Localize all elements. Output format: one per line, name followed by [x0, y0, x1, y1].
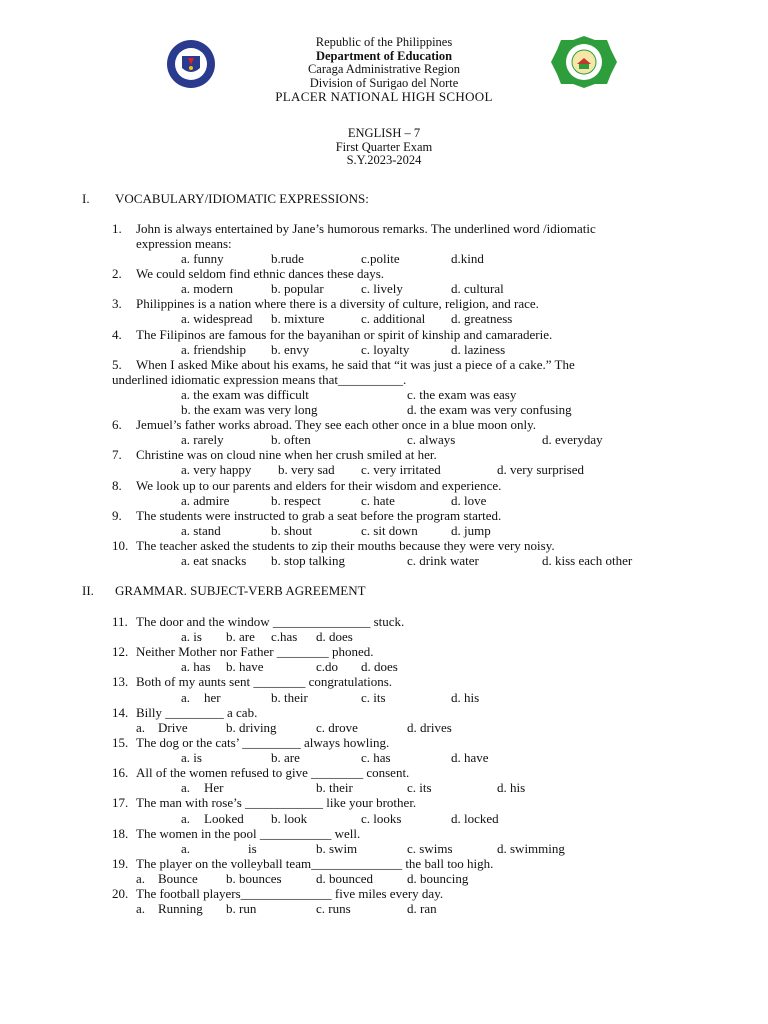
question-number: 18.: [112, 826, 129, 841]
option: b. have: [226, 659, 264, 674]
question-5-continued: underlined idiomatic expression means that__________.: [112, 372, 407, 387]
option: c. very irritated: [361, 462, 441, 477]
option: c.has: [271, 629, 298, 644]
option: c. looks: [361, 811, 402, 826]
option: c.polite: [361, 251, 400, 266]
question-number: 2.: [112, 266, 122, 281]
option: c. lively: [361, 281, 403, 296]
header-division: Division of Surigao del Norte: [309, 75, 459, 90]
option: b. popular: [271, 281, 324, 296]
option: Running: [158, 901, 203, 916]
option: d. bounced: [316, 871, 374, 886]
question-10: [112, 538, 555, 554]
question-number: 3.: [112, 296, 122, 311]
option: b. stop talking: [271, 553, 346, 568]
option: d. his: [497, 780, 526, 795]
option: b. envy: [271, 342, 310, 357]
option: Her: [204, 780, 224, 795]
option: c. loyalty: [361, 342, 410, 357]
option: a. widespread: [181, 311, 253, 326]
question-17: [112, 795, 416, 811]
option: d. locked: [451, 811, 499, 826]
option: d. jump: [451, 523, 491, 538]
option: b. run: [226, 901, 257, 916]
question-number: 13.: [112, 674, 129, 689]
question-3: [112, 296, 539, 312]
question-number: 19.: [112, 856, 129, 871]
section-heading: [82, 583, 366, 599]
option: a. admire: [181, 493, 230, 508]
question-4: [112, 327, 552, 343]
option: a. funny: [181, 251, 224, 266]
question-number: 4.: [112, 327, 122, 342]
option: a. the exam was difficult: [181, 387, 309, 402]
document-header: [0, 36, 768, 104]
section-numeral: I.: [82, 191, 90, 206]
question-text: Jemuel’s father works abroad. They see each other once in a blue moon only.: [136, 417, 536, 432]
question-number: 11.: [112, 614, 128, 629]
option: c. sit down: [361, 523, 418, 538]
question-text: The dog or the cats’ _________ always howling.: [136, 735, 390, 750]
option-letter: a.: [181, 780, 191, 795]
question-15: [112, 735, 389, 751]
question-text: When I asked Mike about his exams, he said that “it was just a piece of a cake.” The: [136, 357, 575, 372]
header-department: Department of Education: [315, 48, 453, 63]
option: b. the exam was very long: [181, 402, 318, 417]
question-text: The football players______________ five miles every day.: [136, 886, 444, 901]
option: a. has: [181, 659, 211, 674]
header-school: PLACER NATIONAL HIGH SCHOOL: [275, 89, 493, 104]
option: d. cultural: [451, 281, 504, 296]
option: b.rude: [271, 251, 304, 266]
question-text: The women in the pool ___________ well.: [136, 826, 361, 841]
question-number: 16.: [112, 765, 129, 780]
question-number: 5.: [112, 357, 122, 372]
option: d. the exam was very confusing: [407, 402, 572, 417]
question-5: [112, 357, 575, 373]
option: c. drove: [316, 720, 358, 735]
question-18: [112, 826, 360, 842]
option: c. additional: [361, 311, 426, 326]
question-number: 9.: [112, 508, 122, 523]
option: b. often: [271, 432, 311, 447]
option: a. is: [181, 629, 202, 644]
option: d. bouncing: [407, 871, 469, 886]
option: a. modern: [181, 281, 233, 296]
question-text: We could seldom find ethnic dances these days.: [136, 266, 385, 281]
question-number: 17.: [112, 795, 129, 810]
option: d. drives: [407, 720, 452, 735]
question-number: 12.: [112, 644, 129, 659]
option: d. his: [451, 690, 480, 705]
option: c. the exam was easy: [407, 387, 517, 402]
question-2: [112, 266, 384, 282]
option: c.do: [316, 659, 339, 674]
question-text: We look up to our parents and elders for their wisdom and experience.: [136, 478, 502, 493]
question-text: The teacher asked the students to zip their mouths because they were very noisy.: [136, 538, 555, 553]
question-number: 14.: [112, 705, 129, 720]
option: d. kiss each other: [542, 553, 633, 568]
question-11: [112, 614, 404, 630]
option-letter: a.: [136, 901, 146, 916]
option: Looked: [204, 811, 244, 826]
question-number: 20.: [112, 886, 129, 901]
question-text: All of the women refused to give ________ consent.: [136, 765, 410, 780]
option: d. swimming: [497, 841, 565, 856]
option: b. respect: [271, 493, 321, 508]
question-8: [112, 478, 501, 494]
option: a. eat snacks: [181, 553, 247, 568]
option: d. does: [361, 659, 398, 674]
question-16: [112, 765, 409, 781]
question-text: The door and the window _______________ stuck.: [136, 614, 405, 629]
option: d.kind: [451, 251, 484, 266]
option: a. stand: [181, 523, 221, 538]
option: b. shout: [271, 523, 313, 538]
question-text: Billy _________ a cab.: [136, 705, 258, 720]
option: c. swims: [407, 841, 453, 856]
option: c. its: [361, 690, 386, 705]
option: d. very surprised: [497, 462, 585, 477]
question-number: 8.: [112, 478, 122, 493]
option: b. swim: [316, 841, 358, 856]
question-14: [112, 705, 257, 721]
option: d. does: [316, 629, 353, 644]
option: Drive: [158, 720, 188, 735]
option: d. laziness: [451, 342, 506, 357]
option: c. has: [361, 750, 391, 765]
exam-school-year: S.Y.2023-2024: [346, 153, 422, 167]
option: is: [248, 841, 257, 856]
question-text: Christine was on cloud nine when her crush smiled at her.: [136, 447, 437, 462]
question-text: Both of my aunts sent ________ congratulations.: [136, 674, 393, 689]
option-letter: a.: [181, 811, 191, 826]
option: c. drink water: [407, 553, 479, 568]
option: d. greatness: [451, 311, 513, 326]
option: c. always: [407, 432, 456, 447]
question-text: The students were instructed to grab a seat before the program started.: [136, 508, 502, 523]
exam-title-block: [0, 127, 768, 168]
option: b. are: [226, 629, 255, 644]
option: c. runs: [316, 901, 351, 916]
question-19: [112, 856, 493, 872]
question-number: 6.: [112, 417, 122, 432]
question-6: [112, 417, 536, 433]
question-7: [112, 447, 437, 463]
option-letter: a.: [136, 720, 146, 735]
question-text: Neither Mother nor Father ________ phoned.: [136, 644, 374, 659]
option: b. driving: [226, 720, 277, 735]
section-title: VOCABULARY/IDIOMATIC EXPRESSIONS:: [115, 191, 369, 206]
option: her: [204, 690, 221, 705]
question-text: Philippines is a nation where there is a diversity of culture, religion, and race.: [136, 296, 539, 311]
question-1-continued: expression means:: [136, 236, 232, 251]
question-text: The Filipinos are famous for the bayanihan or spirit of kinship and camaraderie.: [136, 327, 553, 342]
option: b. are: [271, 750, 300, 765]
option: c. its: [407, 780, 432, 795]
option: b. very sad: [278, 462, 335, 477]
question-text: John is always entertained by Jane’s humorous remarks. The underlined word /idiomatic: [136, 221, 596, 236]
option-letter: a.: [181, 690, 191, 705]
header-region: Caraga Administrative Region: [307, 62, 461, 76]
question-12: [112, 644, 374, 660]
question-text: The man with rose’s ____________ like your brother.: [136, 795, 417, 810]
exam-quarter: First Quarter Exam: [335, 139, 433, 154]
option: b. their: [316, 780, 353, 795]
question-13: [112, 674, 392, 690]
option: a. is: [181, 750, 202, 765]
question-20: [112, 886, 443, 902]
option: d. ran: [407, 901, 437, 916]
question-number: 15.: [112, 735, 129, 750]
question-number: 1.: [112, 221, 122, 236]
question-text: The player on the volleyball team______________ the ball too high.: [136, 856, 494, 871]
question-1: [112, 221, 596, 237]
option: b. bounces: [226, 871, 282, 886]
option: a. friendship: [181, 342, 246, 357]
question-9: [112, 508, 501, 524]
option: d. have: [451, 750, 489, 765]
option-letter: a.: [181, 841, 191, 856]
option: a. very happy: [181, 462, 252, 477]
question-number: 10.: [112, 538, 129, 553]
section-numeral: II.: [82, 583, 94, 598]
option: c. hate: [361, 493, 395, 508]
option: d. everyday: [542, 432, 603, 447]
section-heading: [82, 191, 369, 207]
exam-subject: ENGLISH – 7: [347, 126, 421, 140]
option: Bounce: [158, 871, 198, 886]
option: b. look: [271, 811, 308, 826]
option: b. their: [271, 690, 308, 705]
section-title: GRAMMAR. SUBJECT-VERB AGREEMENT: [115, 583, 366, 598]
option: b. mixture: [271, 311, 325, 326]
header-republic: Republic of the Philippines: [315, 35, 453, 49]
option: d. love: [451, 493, 487, 508]
question-number: 7.: [112, 447, 122, 462]
option-letter: a.: [136, 871, 146, 886]
option: a. rarely: [181, 432, 224, 447]
